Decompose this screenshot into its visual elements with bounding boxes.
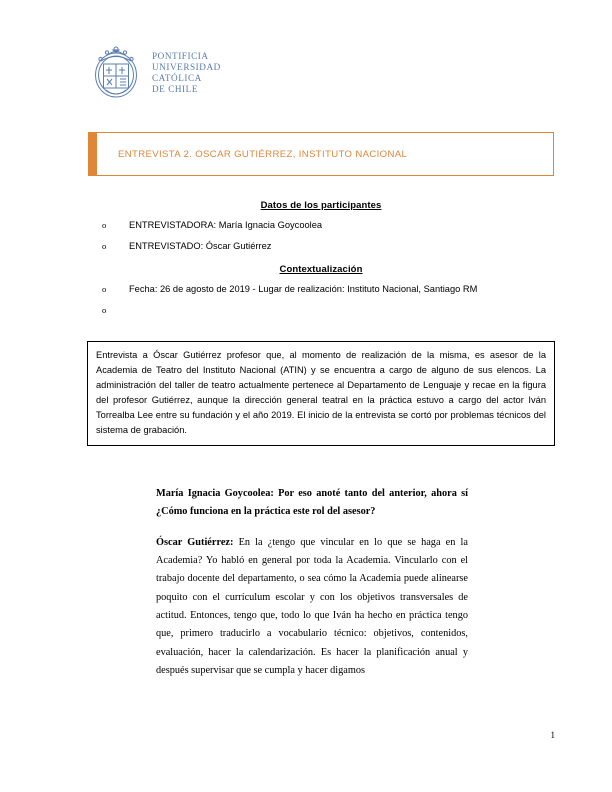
document-body xyxy=(88,200,554,315)
document-title-banner xyxy=(88,132,554,176)
list-item-label: Fecha: 26 de agosto de 2019 - Lugar de realización: Instituto Nacional, Santiago RM xyxy=(129,284,478,295)
logo-line-1: PONTIFICIA xyxy=(152,51,209,62)
answer-text: En la ¿tengo que vincular en lo que se haga en la Academia? Yo habló en general por toda la Academia. Vincularlo con el trabajo docente del departamento, o sea cómo la Academia puede alinearse poquito con el currículum escolar y con los objetivos transversales de actitud. Entonces, tengo que, todo lo que Iván ha hecho en práctica tengo que, primero traducirlo a vocabulario técnico: objetivos, contenidos, evaluación, hacer la calendarización. Es hacer la planificación anual y después supervisar que se cumpla y hacer digamos xyxy=(156,536,468,676)
participants-heading: Datos de los participantes xyxy=(260,200,382,211)
bullet-circle-icon: o xyxy=(102,284,107,295)
logo-line-3: CATÓLICA xyxy=(152,73,202,83)
context-note-text: Entrevista a Óscar Gutiérrez profesor que, al momento de realización de la misma, es asesor de la Academia de Teatro del Instituto Nacional (ATIN) y se encuentra a cargo de alguno de sus elencos. La administración del taller de teatro actualmente pertenece al Departamento de Lenguaje y recae en la figura del profesor Gutiérrez, aunque la dirección general teatral en la práctica estuvo a cargo del actor Iván Torrealba Lee entre su fundación y el año 2019. El inicio de la entrevista se cortó por problemas técnicos del sistema de grabación. xyxy=(96,350,546,436)
context-list xyxy=(88,284,554,315)
list-item xyxy=(88,220,554,232)
speaker-name-interviewee: Óscar Gutiérrez: xyxy=(156,536,234,548)
list-item xyxy=(88,305,554,315)
logo-line-4: DE CHILE xyxy=(152,83,198,94)
university-logo-text xyxy=(152,51,221,94)
list-item xyxy=(88,241,554,253)
bullet-circle-icon: o xyxy=(102,240,107,251)
participants-list xyxy=(88,220,554,252)
context-heading: Contextualización xyxy=(279,264,363,276)
list-item-label: ENTREVISTADO: Óscar Gutiérrez xyxy=(129,240,272,251)
context-note-box xyxy=(87,341,555,446)
list-item-label: ENTREVISTADORA: María Ignacia Goycoolea xyxy=(129,220,323,230)
bullet-circle-icon: o xyxy=(102,220,107,230)
bullet-circle-icon: o xyxy=(102,304,107,315)
question-text: Por eso anoté tanto del anterior, ahora sí ¿Cómo funciona en la práctica este rol del asesor? xyxy=(156,488,469,518)
transcript-answer xyxy=(156,534,468,681)
page-number: 1 xyxy=(550,730,555,740)
pucv-crest-icon xyxy=(88,44,144,102)
list-item xyxy=(88,284,554,296)
transcript-question xyxy=(156,485,468,522)
speaker-name-interviewer: María Ignacia Goycoolea: xyxy=(156,488,274,499)
section-spacer xyxy=(88,252,554,264)
document-title: ENTREVISTA 2. OSCAR GUTIÉRREZ, INSTITUTO NACIONAL xyxy=(118,148,408,160)
university-logo xyxy=(88,44,221,102)
logo-line-2: UNIVERSIDAD xyxy=(152,62,221,73)
interview-transcript xyxy=(156,485,468,680)
